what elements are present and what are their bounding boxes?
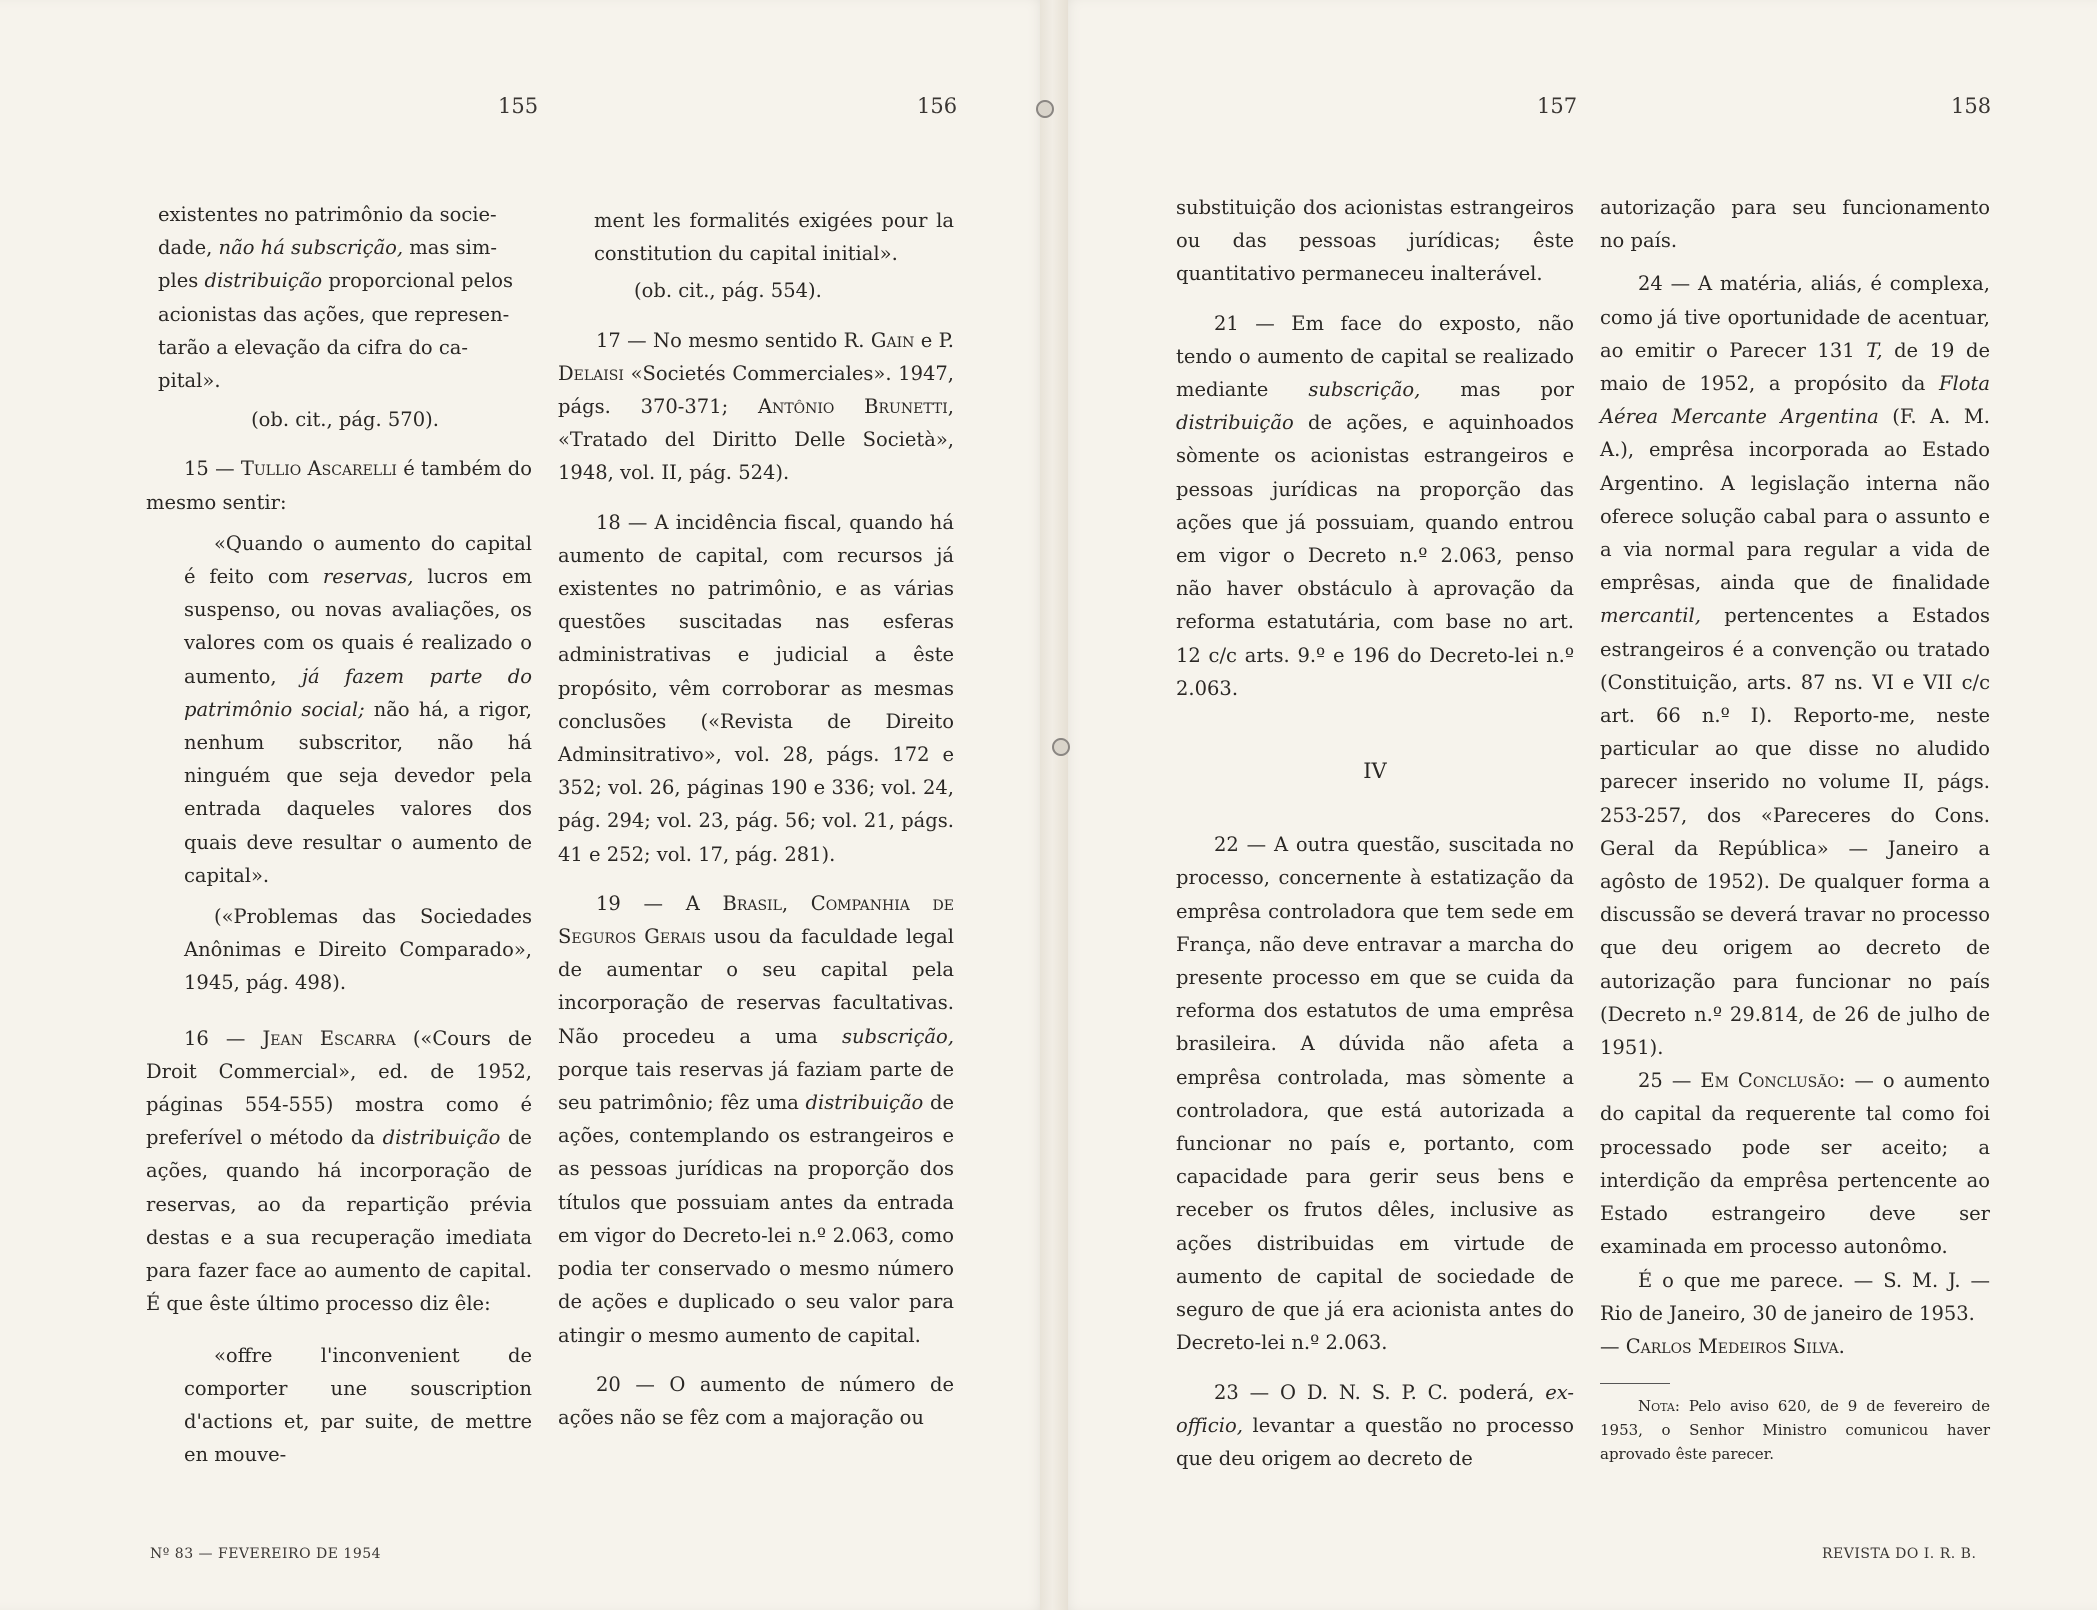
- paragraph-24: 24 — A matéria, aliás, é complexa, como já tive oportunidade de acentuar, ao emitir o Parecer 131 T, de 19 de maio de 1952, a propósito da Flota Aérea Mercante Argentina (F. A. M. A.), emprêsa incorporada ao Estado Argentino. A legislação interna não oferece solução cabal para o assunto e a via normal para regular a vida de emprêsas, ainda que de finalidade mercantil, pertencentes a Estados estrangeiros é a convenção ou tratado (Constituição, arts. 87 ns. VI e VII c/c art. 66 n.º I). Reporto-me, neste particular ao que disse no aludido parecer inserido no volume II, págs. 253-257, dos «Pareceres do Cons. Geral da República» — Janeiro a agôsto de 1952). De qualquer forma a discussão se deverá travar no processo que deu origem ao decreto de autorização para funcionar no país (Decreto n.º 29.814, de 26 de julho de 1951).: [1600, 272, 1990, 1060]
- quotation: «offre l'inconvenient de comporter une souscription d'actions et, par suite, de mettre en mouve-: [184, 1343, 532, 1467]
- emphasis: não há subscrição,: [218, 236, 404, 260]
- heading-inline: Em Conclusão:: [1700, 1069, 1846, 1093]
- binding-gutter: [1040, 0, 1068, 1610]
- footer-journal: REVISTA DO I. R. B.: [1822, 1546, 1977, 1562]
- paragraph-15: 15 — Tullio Ascarelli é também do mesmo sentir:: [146, 457, 532, 514]
- paragraph-18: 18 — A incidência fiscal, quando há aumento de capital, com recursos já existentes no patrimônio, e as várias questões suscitadas nas esferas administrativas e judicial a êste propósito, vêm corroborar as mesmas conclusões («Revista de Direito Adminsitrativo», vol. 28, págs. 172 e 352; vol. 26, páginas 190 e 336; vol. 24, pág. 294; vol. 23, pág. 56; vol. 21, págs. 41 e 252; vol. 17, pág. 281).: [558, 510, 954, 866]
- paragraph-25: 25 — Em Conclusão: — o aumento do capital da requerente tal como foi processado pode ser aceito; a interdição da emprêsa pertencente ao Estado estrangeiro deve ser examinada em processo autonômo.: [1600, 1069, 1990, 1259]
- page-number-155: 155: [498, 94, 539, 118]
- paragraph-16: 16 — Jean Escarra («Cours de Droit Commercial», ed. de 1952, páginas 554-555) mostra como é preferível o método da distribuição de ações, quando há incorporação de reservas, ao da repartição prévia destas e a sua recuperação imediata para fazer face ao aumento de capital. É que êste último processo diz êle:: [146, 1026, 533, 1316]
- paragraph-17: 17 — No mesmo sentido R. Gain e P. Delaisi «Societés Commerciales». 1947, págs. 370-371; Antônio Brunetti, «Tratado del Diritto Delle Società», 1948, vol. II, pág. 524).: [558, 328, 955, 485]
- author-name: Jean Escarra: [262, 1026, 396, 1050]
- page-number-157: 157: [1537, 94, 1578, 118]
- section-heading: IV: [1363, 759, 1387, 784]
- footnote: Nota: Pelo aviso 620, de 9 de fevereiro de 1953, o Senhor Ministro comunicou haver aprovado êste parecer.: [1600, 1397, 1990, 1464]
- text-line: pital».: [158, 369, 221, 393]
- text-line: ples distribuição proporcional pelos: [158, 269, 513, 293]
- binding-ring: [1036, 100, 1054, 118]
- text-line: dade, não há subscrição, mas sim-: [158, 236, 497, 260]
- signature: — Carlos Medeiros Silva.: [1600, 1334, 1845, 1358]
- emphasis: distribuição: [204, 269, 323, 293]
- page-number-158: 158: [1951, 94, 1992, 118]
- column-page-157: [1176, 191, 1574, 1475]
- closing-formula: É o que me parece. — S. M. J. — Rio de Janeiro, 30 de janeiro de 1953.: [1600, 1268, 1990, 1325]
- paragraph-continued: substituição dos acionistas estrangeiros ou das pessoas jurídicas; êste quantitativo permaneceu inalterável.: [1176, 196, 1574, 286]
- paragraph-continued: autorização para seu funcionamento no país.: [1600, 196, 1990, 253]
- paragraph-19: 19 — A Brasil, Companhia de Seguros Gerais usou da faculdade legal de aumentar o seu capital pela incorporação de reservas facultativas. Não procedeu a uma subscrição, porque tais reservas já faziam parte de seu patrimônio; fêz uma distribuição de ações, contemplando os estrangeiros e as pessoas jurídicas na proporção dos títulos que possuiam antes da entrada em vigor do Decreto-lei n.º 2.063, como podia ter conservado o mesmo número de ações e duplicado o seu valor para atingir o mesmo aumento de capital.: [558, 891, 954, 1347]
- paragraph-21: 21 — Em face do exposto, não tendo o aumento de capital se realizado mediante subscrição, mas por distribuição de ações, e aquinhoados sòmente os acionistas estrangeiros e pessoas jurídicas na proporção das ações que já possuiam, quando entrou em vigor o Decreto n.º 2.063, penso não haver obstáculo à aprovação da reforma estatutária, com base no art. 12 c/c arts. 9.º e 196 do Decreto-lei n.º 2.063.: [1176, 311, 1574, 700]
- binding-ring: [1052, 738, 1070, 756]
- paragraph-22: 22 — A outra questão, suscitada no processo, concernente à estatização da emprêsa controladora que tem sede em França, não deve entravar a marcha do presente processo em que se cuida da reforma dos estatutos de uma emprêsa brasileira. A dúvida não afeta a emprêsa controlada, mas sòmente a controladora, que está autorizada a funcionar no país e, portanto, com capacidade para gerir seus bens e receber os frutos dêles, inclusive as ações distribuidas em virtude de aumento de capital de sociedade de seguro de que já era acionista antes do Decreto-lei n.º 2.063.: [1176, 833, 1574, 1355]
- column-page-155: [146, 198, 532, 1471]
- column-page-156: [558, 204, 954, 1434]
- text-line: existentes no patrimônio da socie-: [158, 203, 497, 226]
- text-line: acionistas das ações, que represen-: [158, 302, 510, 326]
- author-name: Tullio Ascarelli: [240, 457, 397, 481]
- quotation-continued: ment les formalités exigées pour la constitution du capital initial».: [594, 209, 954, 266]
- citation: (ob. cit., pág. 554).: [634, 279, 822, 303]
- paragraph-23: 23 — O D. N. S. P. C. poderá, ex-officio, levantar a questão no processo que deu origem ao decreto de: [1176, 1380, 1574, 1470]
- citation: (ob. cit., pág. 570).: [251, 408, 439, 432]
- citation: («Problemas das Sociedades Anônimas e Direito Comparado», 1945, pág. 498).: [184, 905, 532, 995]
- footer-issue: Nº 83 — FEVEREIRO DE 1954: [150, 1546, 382, 1562]
- paragraph-20: 20 — O aumento de número de ações não se fêz com a majoração ou: [558, 1372, 954, 1429]
- column-page-158: [1600, 191, 1990, 1466]
- quotation: «Quando o aumento do capital é feito com reservas, lucros em suspenso, ou novas avaliações, os valores com os quais é realizado o aumento, já fazem parte do patrimônio social; não há, a rigor, nenhum subscritor, não há ninguém que seja devedor pela entrada daqueles valores dos quais deve resultar o aumento de capital».: [184, 531, 533, 887]
- company-name: Brasil, Companhia de Seguros Gerais: [558, 891, 954, 949]
- text-line: tarão a elevação da cifra do ca-: [158, 335, 469, 359]
- page-number-156: 156: [917, 94, 958, 118]
- footnote-rule: [1600, 1383, 1670, 1384]
